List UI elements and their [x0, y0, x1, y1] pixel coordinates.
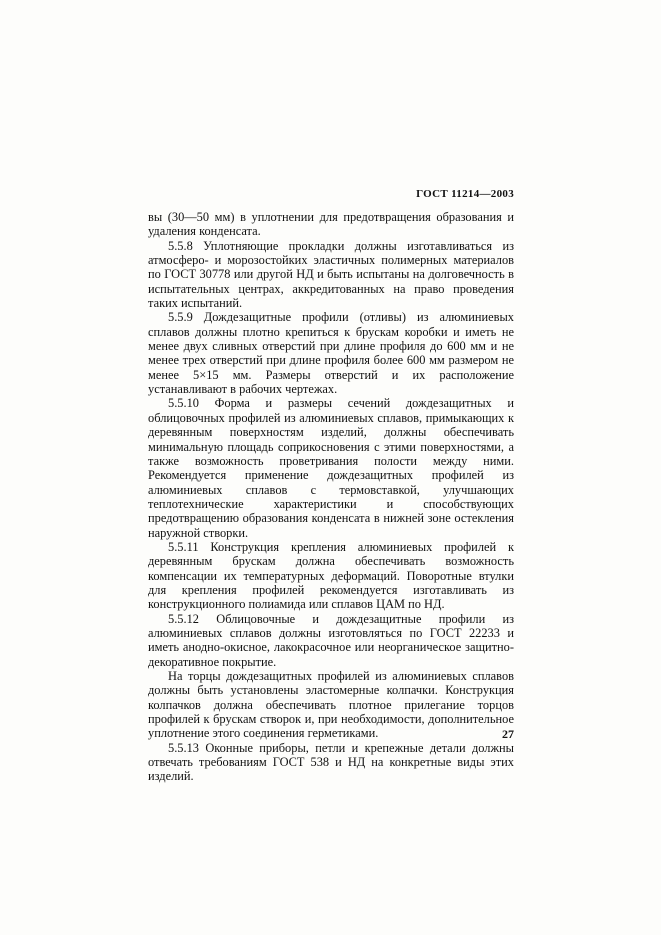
paragraph-continuation: вы (30—50 мм) в уплотнении для предотвращения образования и удаления конденсата.: [148, 210, 514, 239]
paragraph-5-5-9: 5.5.9 Дождезащитные профили (отливы) из алюминиевых сплавов должны плотно крепиться к брускам коробки и иметь не менее двух сливных отверстий при длине профиля до 600 мм и не менее трех отверстий при длине профиля более 600 мм размером не менее 5×15 мм. Размеры отверстий и их расположение устанавливают в рабочих чертежах.: [148, 310, 514, 397]
paragraph-5-5-8: 5.5.8 Уплотняющие прокладки должны изготавливаться из атмосферо- и морозостойких эластичных полимерных материалов по ГОСТ 30778 или другой НД и быть испытаны на долговечность в испытательных центрах, аккредитованных на право проведения таких испытаний.: [148, 238, 514, 311]
page-number: 27: [502, 727, 514, 741]
paragraph-5-5-12: 5.5.12 Облицовочные и дождезащитные профили из алюминиевых сплавов должны изготовляться по ГОСТ 22233 и иметь анодно-окисное, лакокрасочное или неорганическое защитно-декоративное покрытие.: [148, 611, 514, 669]
paragraph-5-5-13: 5.5.13 Оконные приборы, петли и крепежные детали должны отвечать требованиям ГОСТ 538 и НД на конкретные виды этих изделий.: [148, 740, 514, 784]
paragraph-5-5-11: 5.5.11 Конструкция крепления алюминиевых профилей к деревянным брускам должна обеспечивать возможность компенсации их температурных деформаций. Поворотные втулки для крепления профилей рекомендуется изготавливать из конструкционного полиамида или сплавов ЦАМ по НД.: [148, 539, 514, 612]
paragraph-5-5-10: 5.5.10 Форма и размеры сечений дождезащитных и облицовочных профилей из алюминиевых сплавов, примыкающих к деревянным поверхностям изделий, должны обеспечивать минимальную площадь соприкосновения с этими поверхностями, а также возможность проветривания полости между ними. Рекомендуется применение дождезащитных профилей из алюминиевых сплавов с термовставкой, улучшающих теплотехнические характеристики и способствующих предотвращению образования конденсата в нижней зоне остекления наружной створки.: [148, 396, 514, 540]
paragraph-5-5-12-end-caps: На торцы дождезащитных профилей из алюминиевых сплавов должны быть установлены эластомерные колпачки. Конструкция колпачков должна обеспечивать плотное прилегание торцов профилей к брускам створок и, при необходимости, дополнительное уплотнение этого соединения герметиками.: [148, 669, 514, 741]
standard-header: ГОСТ 11214—2003: [416, 188, 514, 200]
document-body: [148, 210, 514, 784]
